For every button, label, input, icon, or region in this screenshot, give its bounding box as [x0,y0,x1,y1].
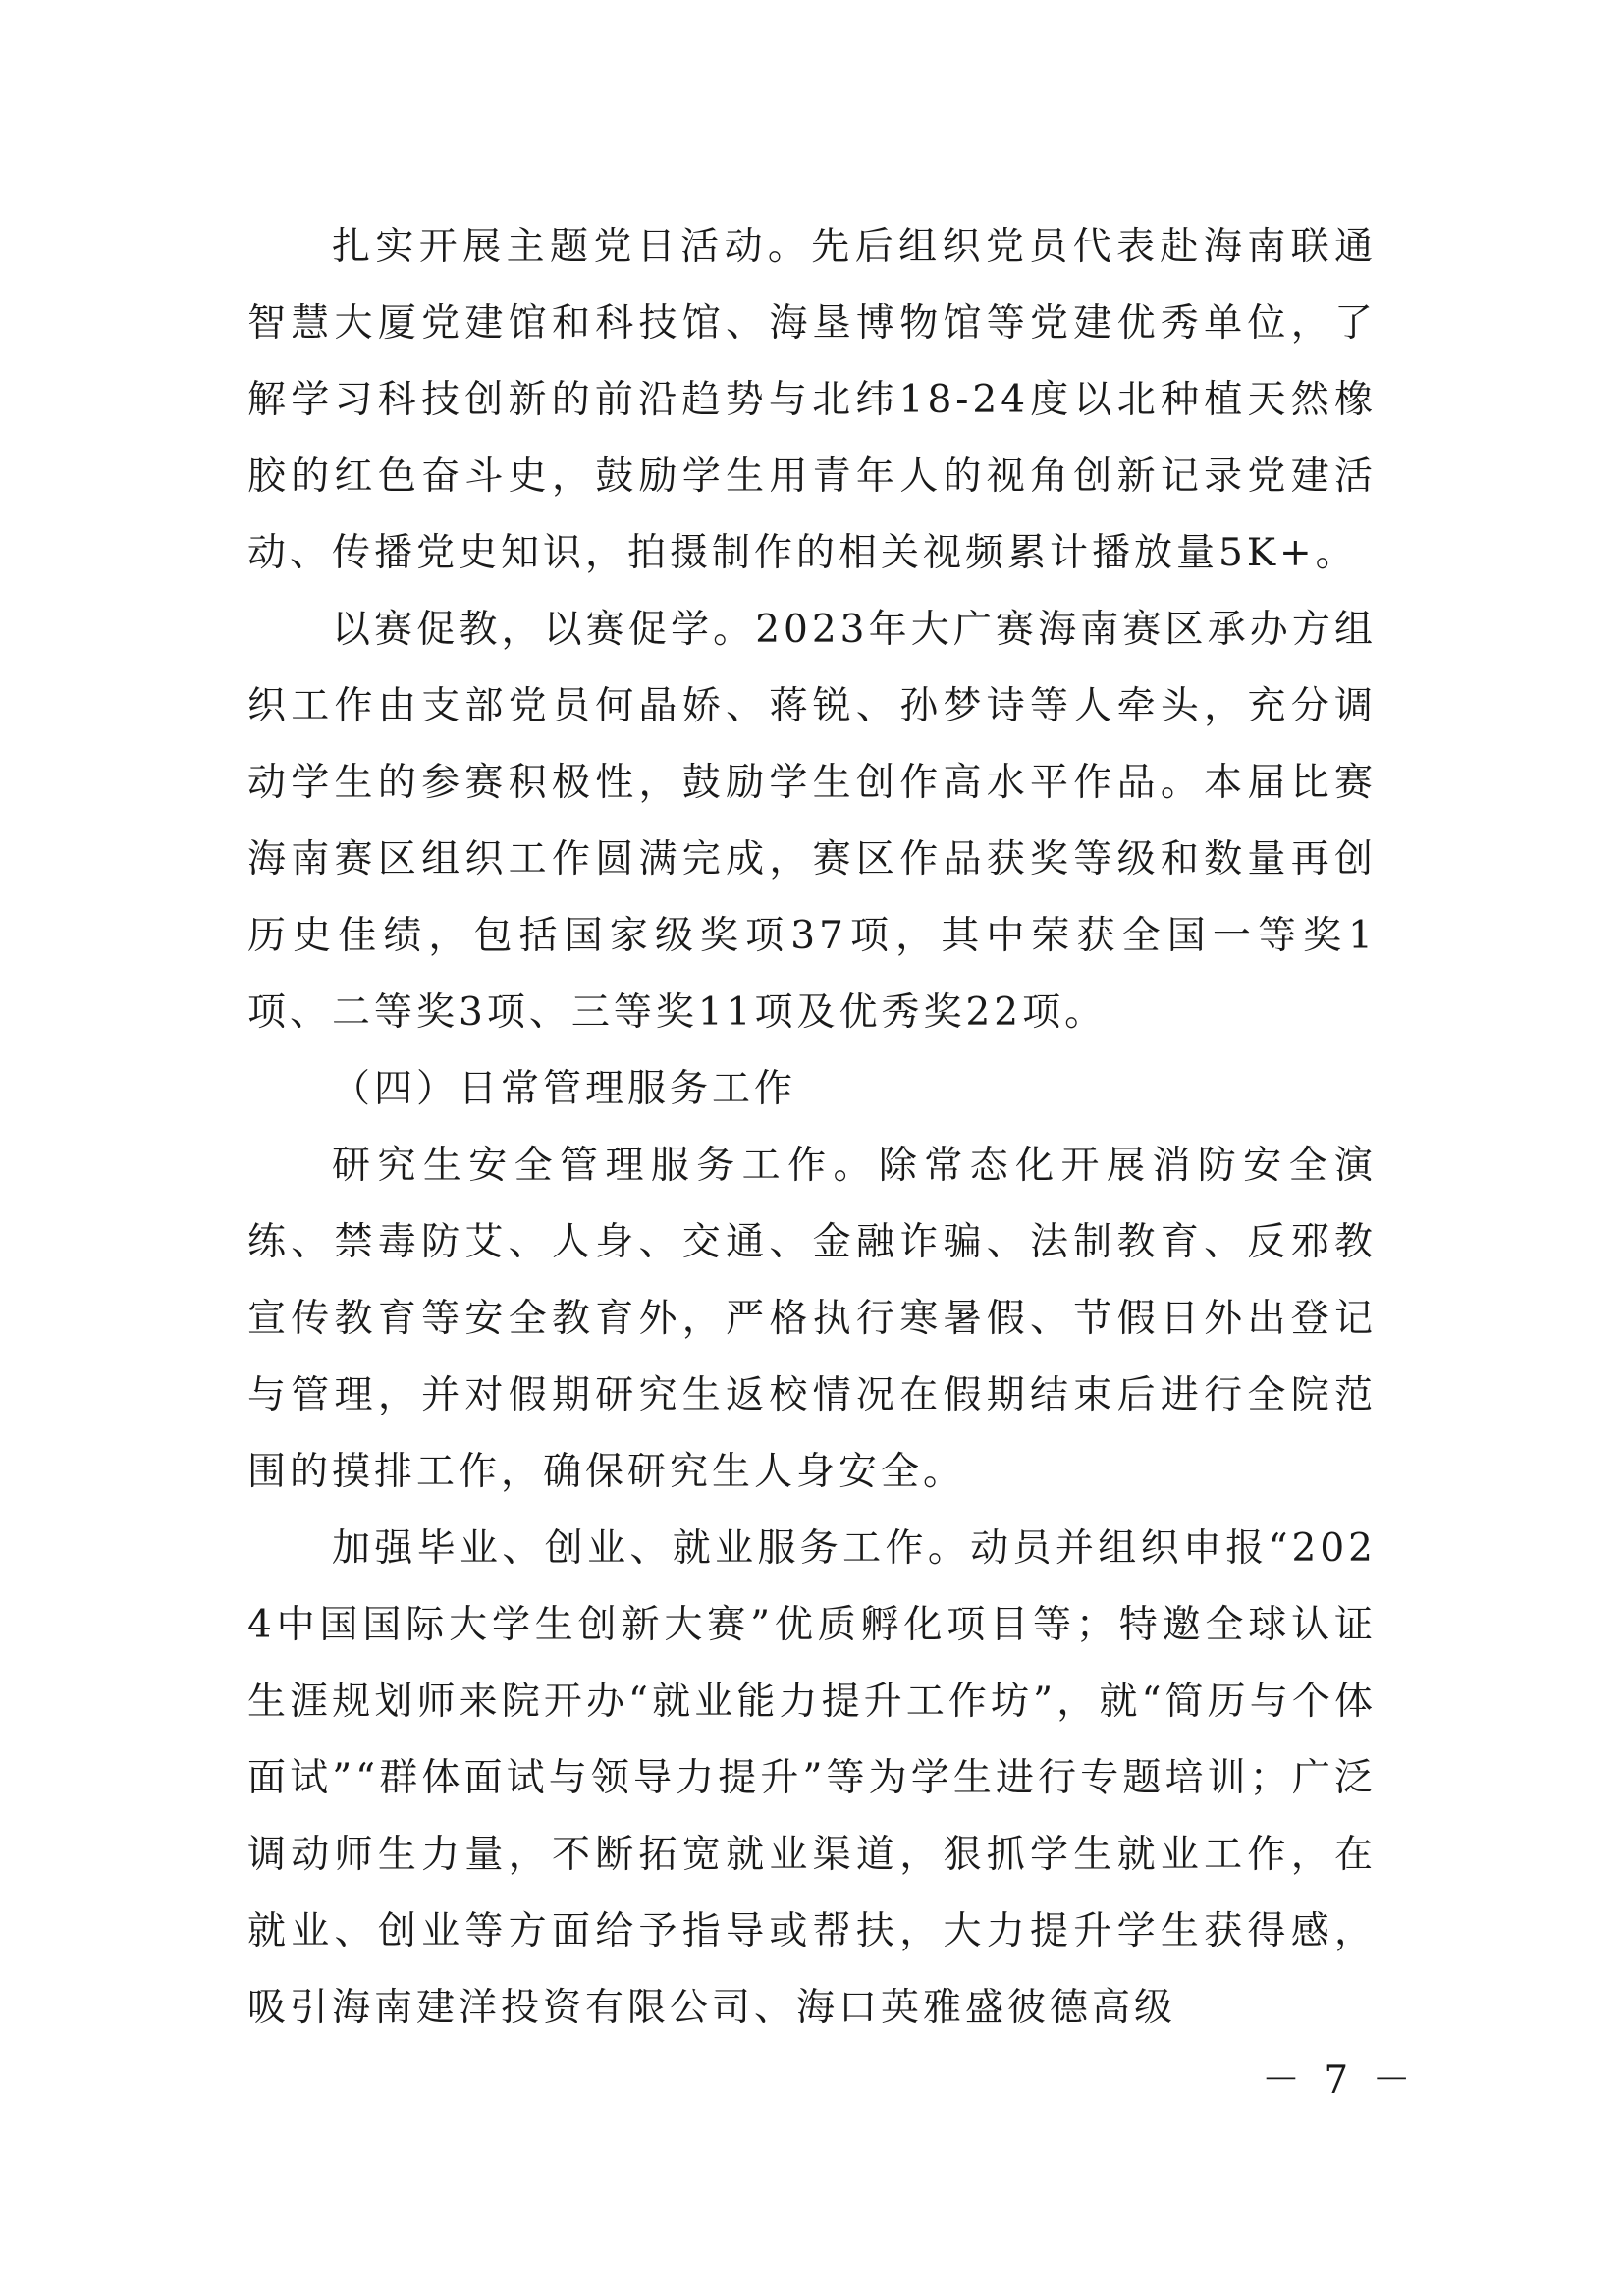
body-text [247,209,1377,2047]
paragraph-competition: 以赛促教，以赛促学。2023年大广赛海南赛区承办方组织工作由支部党员何晶娇、蒋锐、孙梦诗等人牵头，充分调动学生的参赛积极性，鼓励学生创作高水平作品。本届比赛海南赛区组织工作圆满完成，赛区作品获奖等级和数量再创历史佳绩，包括国家级奖项37项，其中荣获全国一等奖1项、二等奖3项、三等奖11项及优秀奖22项。 [247,608,1377,1035]
page-number: － 7 － [1262,2058,1417,2103]
section-heading-daily-management: （四）日常管理服务工作 [332,1067,797,1111]
paragraph-employment-service: 加强毕业、创业、就业服务工作。动员并组织申报“2024中国国际大学生创新大赛”优质孵化项目等；特邀全球认证生涯规划师来院开办“就业能力提升工作坊”，就“简历与个体面试”“群体面试与领导力提升”等为学生进行专题培训；广泛调动师生力量，不断拓宽就业渠道，狠抓学生就业工作，在就业、创业等方面给予指导或帮扶，大力提升学生获得感，吸引海南建洋投资有限公司、海口英雅盛彼德高级 [247,1526,1377,2030]
paragraph-party-day: 扎实开展主题党日活动。先后组织党员代表赴海南联通智慧大厦党建馆和科技馆、海垦博物馆等党建优秀单位，了解学习科技创新的前沿趋势与北纬18-24度以北种植天然橡胶的红色奋斗史，鼓励学生用青年人的视角创新记录党建活动、传播党史知识，拍摄制作的相关视频累计播放量5K+。 [247,225,1377,575]
paragraph-safety-management: 研究生安全管理服务工作。除常态化开展消防安全演练、禁毒防艾、人身、交通、金融诈骗、法制教育、反邪教宣传教育等安全教育外，严格执行寒暑假、节假日外出登记与管理，并对假期研究生返校情况在假期结束后进行全院范围的摸排工作，确保研究生人身安全。 [247,1144,1377,1494]
